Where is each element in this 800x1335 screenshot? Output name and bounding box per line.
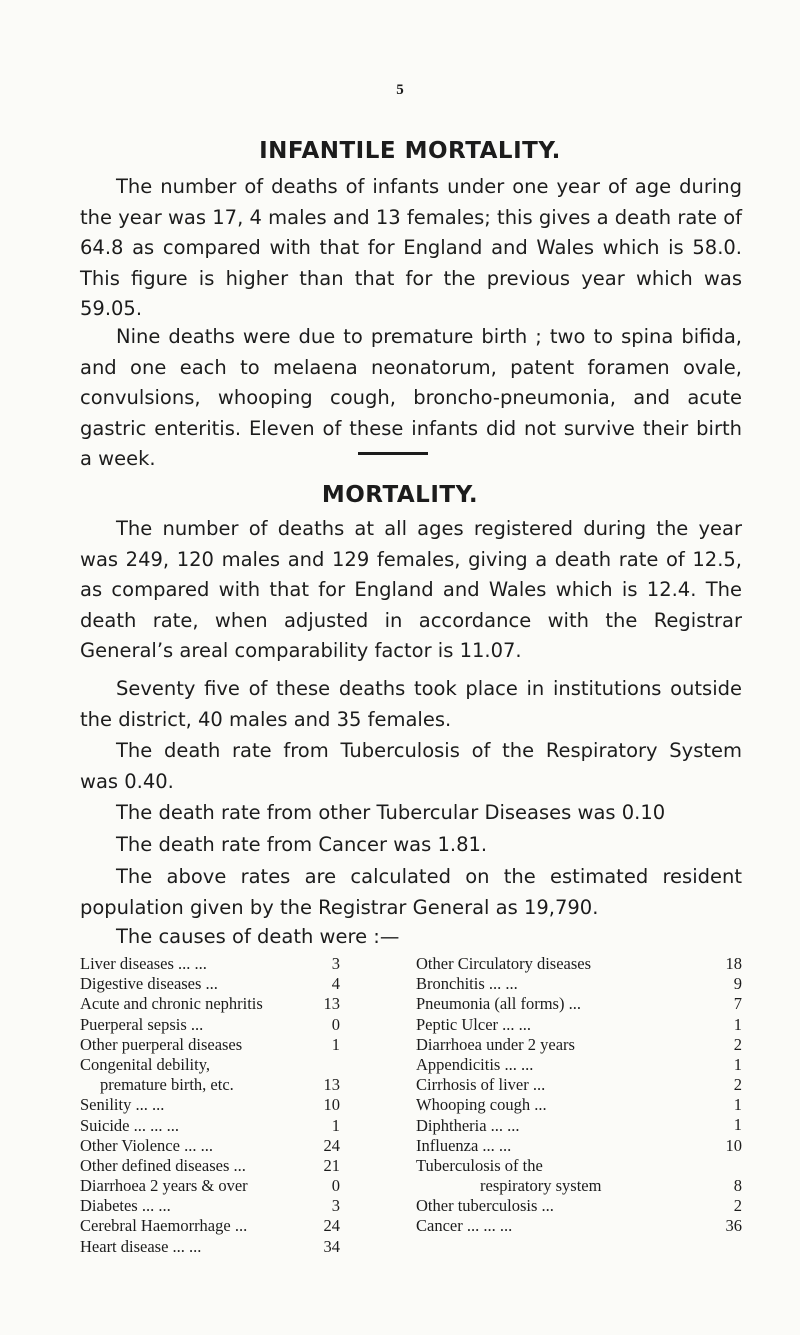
cause-row	[416, 1095, 742, 1115]
cause-label	[416, 1035, 575, 1055]
cause-count: 3	[331, 953, 340, 973]
cause-count: 8	[733, 1176, 742, 1196]
cause-label-line: Other puerperal diseases	[80, 1034, 243, 1054]
cause-label-line: Cirrhosis of liver ...	[416, 1075, 546, 1095]
cause-count: 2	[733, 1196, 742, 1216]
cause-row	[416, 1136, 742, 1156]
mortality-heading: MORTALITY.	[321, 482, 479, 508]
cause-count: 10	[725, 1135, 742, 1155]
cause-label	[416, 1055, 533, 1075]
cause-row	[416, 994, 742, 1014]
cause-label	[80, 1216, 247, 1236]
cause-row	[80, 1156, 340, 1176]
cause-count: 9	[733, 974, 742, 994]
cause-count: 1	[733, 1115, 742, 1135]
cause-label	[80, 1035, 242, 1055]
cause-label-line: Pneumonia (all forms) ...	[416, 994, 581, 1014]
cause-count: 18	[725, 953, 742, 973]
cause-label-line: Whooping cough ...	[416, 1095, 547, 1115]
mortality-paragraph-other-tb: The death rate from other Tubercular Diseases was 0.10	[116, 801, 666, 824]
mortality-paragraph-cancer: The death rate from Cancer was 1.81.	[116, 833, 488, 856]
causes-left-column	[80, 954, 340, 1257]
cause-count: 1	[331, 1034, 340, 1054]
cause-label	[416, 1156, 601, 1196]
cause-row	[416, 1015, 742, 1035]
cause-label	[80, 1136, 213, 1156]
cause-count: 1	[331, 1115, 340, 1135]
cause-label	[80, 1176, 248, 1196]
cause-row	[80, 954, 340, 974]
cause-row	[80, 1176, 340, 1196]
cause-label-line: Puerperal sepsis ...	[80, 1014, 204, 1034]
cause-label-line: Other Violence ... ...	[80, 1135, 213, 1155]
cause-label	[80, 954, 207, 974]
cause-row	[416, 1055, 742, 1075]
cause-label-line: Appendicitis ... ...	[416, 1054, 534, 1074]
cause-label-line: Other defined diseases ...	[80, 1155, 246, 1175]
cause-count: 24	[323, 1135, 340, 1155]
cause-row	[416, 1216, 742, 1236]
cause-count: 1	[733, 1095, 742, 1115]
cause-label	[80, 1116, 179, 1136]
cause-label-line: Influenza ... ...	[416, 1135, 512, 1155]
cause-row	[416, 974, 742, 994]
cause-row	[80, 974, 340, 994]
cause-label-line: Cerebral Haemorrhage ...	[80, 1216, 248, 1236]
cause-label-line: Diabetes ... ...	[80, 1196, 171, 1216]
infantile-paragraph-causes: Nine deaths were due to premature birth ; two to spina bifida, and one each to melaena neonatorum, patent foramen ovale, convulsions, whooping cough, broncho-pneumonia, and acute gastric enteritis. Eleven of these infants did not survive their birth a week.	[80, 325, 742, 470]
cause-row	[416, 1075, 742, 1095]
cause-count: 2	[733, 1034, 742, 1054]
cause-label-line: Liver diseases ... ...	[80, 954, 207, 973]
cause-label	[80, 1055, 234, 1095]
cause-label	[416, 1015, 531, 1035]
infantile-mortality-heading: INFANTILE MORTALITY.	[259, 138, 561, 164]
cause-label	[80, 1196, 171, 1216]
cause-row	[80, 994, 340, 1014]
cause-label-line: Acute and chronic nephritis	[80, 994, 263, 1014]
mortality-paragraph-population: The above rates are calculated on the estimated resident population given by the Registrar General as 19,790.	[80, 865, 742, 919]
cause-row	[80, 1035, 340, 1055]
cause-row	[416, 1116, 742, 1136]
cause-label	[80, 1237, 201, 1257]
causes-right-column	[416, 954, 742, 1237]
cause-label-line: Heart disease ... ...	[80, 1236, 202, 1256]
cause-count: 1	[733, 1014, 742, 1034]
cause-count: 1	[733, 1054, 742, 1074]
cause-label-continuation: respiratory system	[480, 1176, 602, 1196]
cause-count: 13	[323, 994, 340, 1014]
cause-row	[416, 954, 742, 974]
cause-count: 34	[323, 1236, 340, 1256]
cause-label	[416, 1196, 554, 1216]
cause-label-line: Digestive diseases ...	[80, 974, 218, 994]
cause-label-line: Diarrhoea under 2 years	[416, 1034, 575, 1054]
infantile-paragraph-deaths: The number of deaths of infants under one year of age during the year was 17, 4 males and 13 females; this gives a death rate of 64.8 as compared with that for England and Wales which is 58.0. This figure is higher than that for the previous year which was 59.05.	[80, 175, 742, 320]
page-number: 5	[396, 82, 404, 98]
cause-label-line: Cancer ... ... ...	[416, 1216, 513, 1236]
cause-count: 7	[733, 994, 742, 1014]
cause-count: 0	[331, 1176, 340, 1196]
cause-count: 2	[733, 1075, 742, 1095]
cause-row	[80, 1136, 340, 1156]
cause-label	[416, 1216, 512, 1236]
section-divider	[358, 452, 428, 455]
cause-row	[416, 1196, 742, 1216]
cause-count: 10	[323, 1095, 340, 1115]
cause-row	[80, 1015, 340, 1035]
cause-label	[416, 1095, 547, 1115]
cause-label	[416, 954, 591, 974]
cause-label	[80, 1015, 203, 1035]
cause-label	[80, 994, 263, 1014]
cause-label-line: Other tuberculosis ...	[416, 1196, 554, 1216]
cause-label	[416, 974, 518, 994]
cause-label	[416, 1116, 520, 1136]
cause-row	[80, 1216, 340, 1236]
cause-count: 3	[331, 1196, 340, 1216]
cause-label-line: Bronchitis ... ...	[416, 974, 518, 994]
cause-label-line: Peptic Ulcer ... ...	[416, 1014, 532, 1034]
cause-row	[80, 1116, 340, 1136]
cause-label-line: Congenital debility,	[80, 1054, 210, 1074]
cause-row	[416, 1035, 742, 1055]
cause-count: 24	[323, 1216, 340, 1236]
cause-label-line: Suicide ... ... ...	[80, 1115, 179, 1135]
cause-row	[80, 1196, 340, 1216]
causes-intro: The causes of death were :—	[116, 925, 400, 948]
cause-count: 21	[323, 1155, 340, 1175]
cause-label-continuation: premature birth, etc.	[100, 1075, 234, 1095]
cause-label	[80, 1156, 246, 1176]
cause-count: 4	[331, 974, 340, 994]
cause-row	[80, 1095, 340, 1115]
cause-label-line: Other Circulatory diseases	[416, 954, 592, 973]
cause-row	[416, 1156, 742, 1196]
cause-label	[80, 974, 218, 994]
cause-row	[80, 1055, 340, 1095]
cause-label	[80, 1095, 164, 1115]
cause-label	[416, 994, 581, 1014]
mortality-paragraph-total-deaths: The number of deaths at all ages registered during the year was 249, 120 males and 129 females, giving a death rate of 12.5, as compared with that for England and Wales which is 12.4. The death rate, when adjusted in accordance with the Registrar General’s areal comparability factor is 11.07.	[80, 517, 742, 662]
cause-label	[416, 1075, 545, 1095]
cause-label-line: Tuberculosis of the	[416, 1155, 543, 1175]
mortality-paragraph-institutions: Seventy five of these deaths took place in institutions outside the district, 40 males and 35 females.	[80, 677, 742, 731]
cause-count: 13	[323, 1075, 340, 1095]
cause-label-line: Diarrhoea 2 years & over	[80, 1176, 248, 1196]
mortality-paragraph-respiratory-tb: The death rate from Tuberculosis of the Respiratory System was 0.40.	[80, 739, 742, 793]
cause-label	[416, 1136, 511, 1156]
cause-count: 0	[331, 1014, 340, 1034]
cause-row	[80, 1237, 340, 1257]
cause-label-line: Diphtheria ... ...	[416, 1115, 520, 1135]
cause-count: 36	[725, 1216, 742, 1236]
cause-label-line: Senility ... ...	[80, 1095, 165, 1115]
